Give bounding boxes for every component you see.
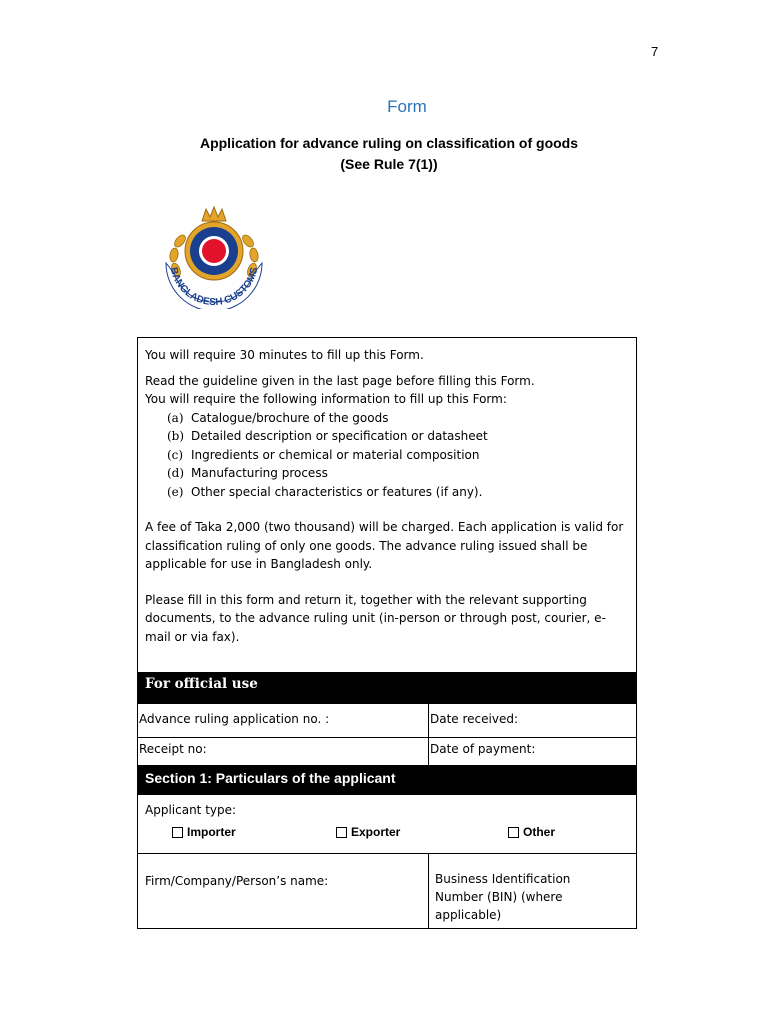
list-marker: (c): [167, 447, 184, 462]
form-heading: Application for advance ruling on classification of goods: [199, 135, 579, 151]
requirements-list: [145, 409, 625, 502]
list-item: [145, 446, 625, 465]
other-option[interactable]: [508, 825, 555, 839]
instructions: [145, 346, 625, 646]
logo-lettering: BANGLADESH CUSTOMS: [167, 266, 261, 309]
return-note: Please fill in this form and return it, together with the relevant supporting documents, to the advance ruling unit (in-person or through post, courier, e-mail or via fax).: [145, 592, 606, 644]
importer-checkbox[interactable]: [172, 827, 183, 838]
official-row-1: [138, 704, 636, 738]
other-label: Other: [523, 825, 556, 839]
guideline-note: Read the guideline given in the last page before filling this Form.: [145, 373, 535, 388]
form-title: Form: [387, 97, 427, 116]
info-needed-note: You will require the following information to fill up this Form:: [145, 392, 507, 406]
date-received-label: Date received:: [430, 712, 519, 726]
fee-note: A fee of Taka 2,000 (two thousand) will be charged. Each application is valid for classification ruling of only one goods. The advance ruling issued shall be applicable for use in Bangladesh only.: [145, 520, 624, 571]
applicant-type-label: Applicant type:: [145, 803, 237, 817]
name-label: Firm/Company/Person’s name:: [145, 874, 329, 888]
list-item: [145, 464, 625, 483]
list-item-text: Manufacturing process: [191, 466, 328, 480]
date-of-payment-field[interactable]: [429, 738, 636, 765]
application-no-label: Advance ruling application no. :: [139, 712, 330, 726]
list-item: [145, 483, 625, 502]
list-marker: (e): [167, 484, 184, 499]
list-marker: (a): [167, 410, 184, 425]
section-1-header: [138, 765, 636, 795]
list-marker: (b): [167, 429, 185, 443]
official-row-2: [138, 738, 636, 766]
official-use-label: For official use: [145, 676, 258, 692]
importer-option[interactable]: [172, 825, 236, 839]
rule-reference: (See Rule 7(1)): [340, 156, 438, 172]
list-item-text: Ingredients or chemical or material composition: [191, 447, 480, 462]
importer-label: Importer: [187, 825, 236, 839]
list-item: [145, 409, 625, 428]
receipt-no-label: Receipt no:: [139, 742, 207, 756]
exporter-option[interactable]: [336, 825, 400, 839]
receipt-no-field[interactable]: [138, 738, 429, 765]
bangladesh-customs-logo: [160, 205, 268, 309]
official-use-header: [138, 672, 636, 704]
name-field[interactable]: [138, 854, 429, 929]
form-box: [137, 337, 637, 929]
list-item: [145, 427, 625, 446]
time-note: You will require 30 minutes to fill up this Form.: [145, 348, 424, 362]
section-1-label: Section 1: Particulars of the applicant: [145, 770, 396, 786]
application-no-field[interactable]: [138, 704, 429, 737]
list-item-text: Other special characteristics or features (if any).: [191, 484, 483, 499]
customs-emblem-icon: [160, 205, 268, 309]
bin-label: Business Identification Number (BIN) (where applicable): [435, 872, 571, 922]
date-of-payment-label: Date of payment:: [430, 742, 536, 756]
page-number: 7: [651, 44, 659, 59]
exporter-label: Exporter: [351, 825, 401, 839]
other-checkbox[interactable]: [508, 827, 519, 838]
list-item-text: Catalogue/brochure of the goods: [191, 410, 389, 425]
list-marker: (d): [167, 466, 185, 480]
exporter-checkbox[interactable]: [336, 827, 347, 838]
list-item-text: Detailed description or specification or datasheet: [191, 429, 488, 443]
date-received-field[interactable]: [429, 704, 636, 737]
